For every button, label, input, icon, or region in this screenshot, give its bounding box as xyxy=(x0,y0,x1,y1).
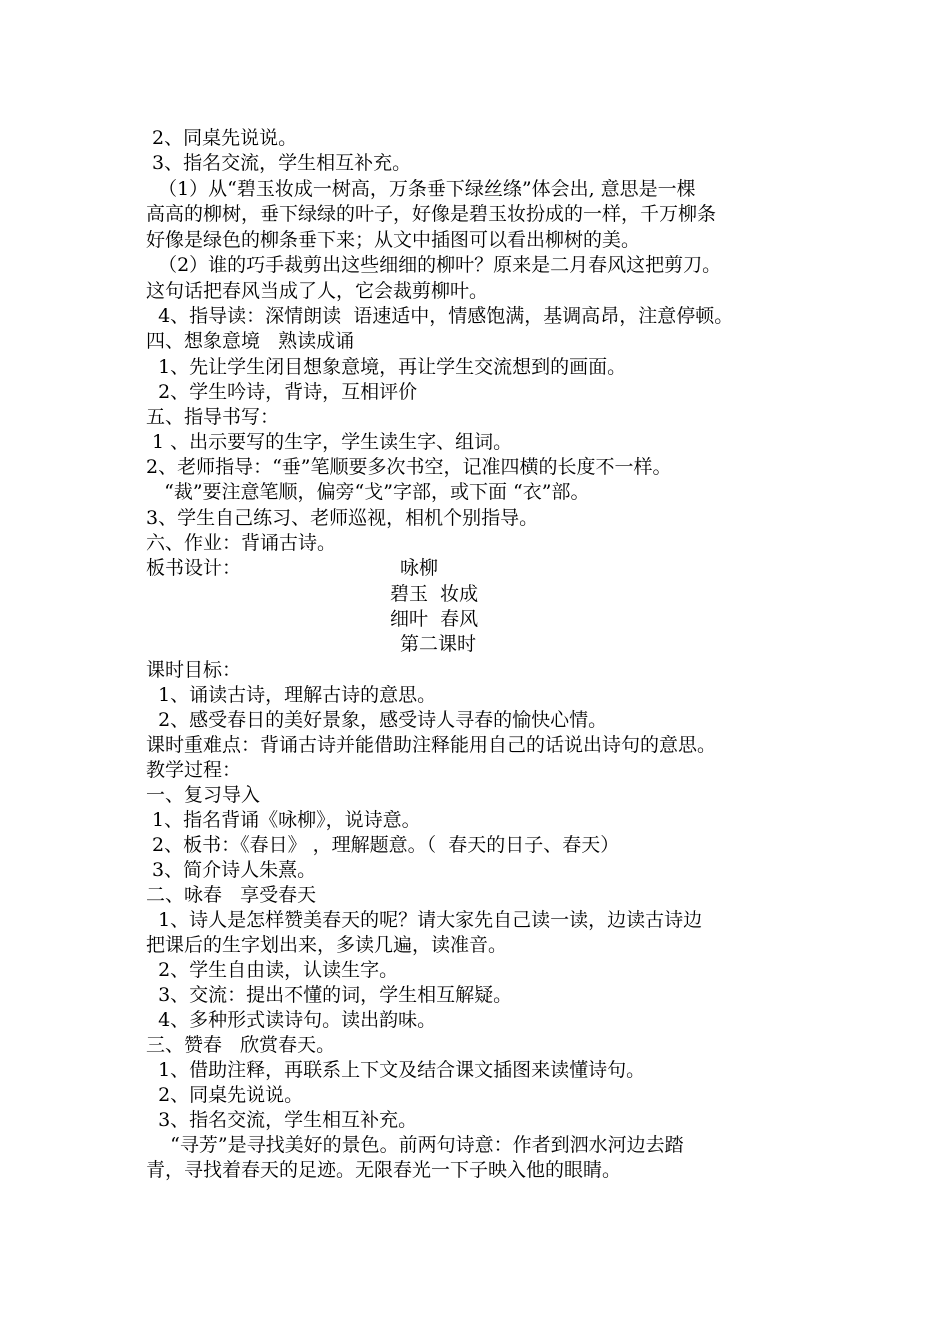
text-line: 4、多种形式读诗句。读出韵味。 xyxy=(146,1009,437,1031)
text-line: 高高的柳树，垂下绿绿的叶子，好像是碧玉妆扮成的一样，千万柳条 xyxy=(146,203,717,225)
text-line: 3、指名交流，学生相互补充。 xyxy=(146,1109,418,1131)
board-title: 咏柳 xyxy=(400,557,439,579)
text-line: 2、老师指导：“垂”笔顺要多次书空，记准四横的长度不一样。 xyxy=(146,456,672,478)
text-line: 教学过程： xyxy=(146,759,242,781)
board-line: 碧玉 妆成 xyxy=(390,583,479,605)
text-line: “裁”要注意笔顺，偏旁“戈”字部，或下面 “衣”部。 xyxy=(146,481,590,503)
section-heading: 六、作业：背诵古诗。 xyxy=(146,532,337,554)
text-line: “寻芳”是寻找美好的景色。前两句诗意：作者到泗水河边去踏 xyxy=(146,1134,684,1156)
lesson-heading: 第二课时 xyxy=(400,633,477,655)
text-line: 2、同桌先说说。 xyxy=(146,127,298,149)
text-line: 1、先让学生闭目想象意境，再让学生交流想到的画面。 xyxy=(146,356,627,378)
text-line: 1、诵读古诗，理解古诗的意思。 xyxy=(146,684,437,706)
text-line: 3、学生自己练习、老师巡视，相机个别指导。 xyxy=(146,507,539,529)
text-line: （2）谁的巧手裁剪出这些细细的柳叶？原来是二月春风这把剪刀。 xyxy=(146,254,722,276)
text-line: 把课后的生字划出来，多读几遍，读准音。 xyxy=(146,934,508,956)
text-line: 2、感受春日的美好景象，感受诗人寻春的愉快心情。 xyxy=(146,709,608,731)
text-line: 1、诗人是怎样赞美春天的呢？请大家先自己读一读，边读古诗边 xyxy=(146,909,703,931)
text-line: 1、借助注释，再联系上下文及结合课文插图来读懂诗句。 xyxy=(146,1059,646,1081)
board-design-label: 板书设计： xyxy=(146,557,242,579)
text-line: 1 、出示要写的生字，学生读生字、组词。 xyxy=(146,431,513,453)
section-heading: 二、咏春 享受春天 xyxy=(146,884,317,906)
text-line: 1、指名背诵《咏柳》，说诗意。 xyxy=(146,809,421,831)
section-heading: 一、复习导入 xyxy=(146,784,261,806)
section-heading: 四、想象意境 熟读成诵 xyxy=(146,330,355,352)
text-line: 3、指名交流，学生相互补充。 xyxy=(146,152,412,174)
text-line: 青，寻找着春天的足迹。无限春光一下子映入他的眼睛。 xyxy=(146,1159,622,1181)
text-line: 课时重难点：背诵古诗并能借助注释能用自己的话说出诗句的意思。 xyxy=(146,734,717,756)
text-line: 课时目标： xyxy=(146,659,242,681)
section-heading: 五、指导书写： xyxy=(146,406,280,428)
text-line: 3、简介诗人朱熹。 xyxy=(146,859,317,881)
text-line: 2、学生自由读，认读生字。 xyxy=(146,959,399,981)
text-line: 2、学生吟诗，背诗，互相评价 xyxy=(146,381,418,403)
text-line: 4、指导读：深情朗读 语速适中，情感饱满，基调高昂，注意停顿。 xyxy=(146,305,734,327)
section-heading: 三、赞春 欣赏春天。 xyxy=(146,1034,336,1056)
text-line: 2、板书：《春日》 ，理解题意。（ 春天的日子、春天） xyxy=(146,834,620,856)
board-line: 细叶 春风 xyxy=(390,608,479,630)
text-line: （1）从“碧玉妆成一树高，万条垂下绿丝绦”体会出, 意思是一棵 xyxy=(146,178,696,200)
text-line: 这句话把春风当成了人，它会裁剪柳叶。 xyxy=(146,280,489,302)
text-line: 3、交流：提出不懂的词，学生相互解疑。 xyxy=(146,984,513,1006)
text-line: 2、同桌先说说。 xyxy=(146,1084,304,1106)
text-line: 好像是绿色的柳条垂下来；从文中插图可以看出柳树的美。 xyxy=(146,229,641,251)
